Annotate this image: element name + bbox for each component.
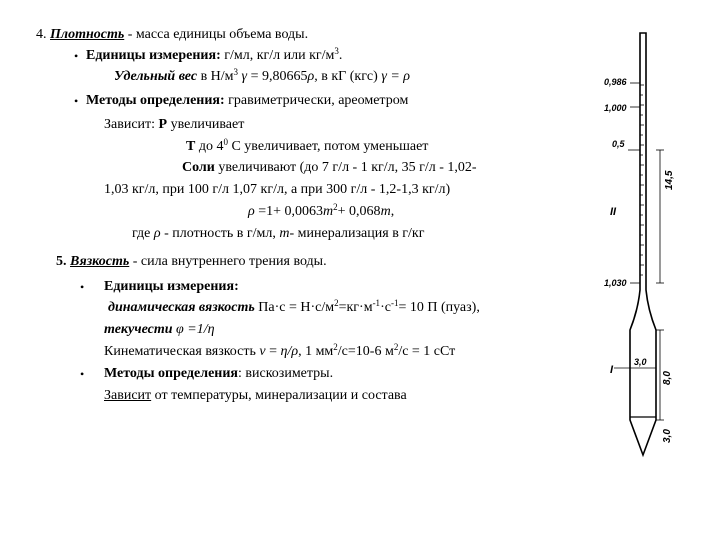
- depends-text: Зависит:: [104, 117, 159, 132]
- section-5-description: - сила внутреннего трения воды.: [129, 254, 327, 269]
- salt-line: [182, 159, 477, 177]
- label-1-000: 1,000: [604, 103, 627, 113]
- kinematic-nu: ν: [259, 344, 266, 359]
- temperature-label: Т: [186, 139, 196, 154]
- label-3-0-height: 3,0: [662, 429, 673, 443]
- depends-rest: увеличивает: [167, 117, 245, 132]
- density-methods-line: [86, 92, 408, 110]
- kin-sup-1: 2: [333, 342, 338, 352]
- formula-sup: 2: [333, 202, 338, 212]
- bullet-icon: •: [80, 280, 85, 294]
- viscosity-methods-line: [104, 365, 333, 383]
- hydrometer-illustration: [600, 25, 690, 465]
- specific-weight-label: Удельный вес: [114, 69, 198, 84]
- gamma-symbol: γ: [238, 69, 248, 84]
- label-section-I: I: [610, 364, 614, 376]
- salt-label: Соли: [182, 160, 215, 175]
- rho-symbol: ρ: [307, 69, 315, 84]
- section-4-heading: [36, 26, 308, 44]
- viscosity-depends-value: от температуры, минерализации и состава: [151, 388, 407, 403]
- viscosity-depends-line: [104, 387, 407, 405]
- kinematic-text: Кинематическая вязкость: [104, 344, 260, 359]
- kinematic-text-2: =: [265, 344, 281, 359]
- viscosity-methods-label: Методы определения: [104, 366, 238, 381]
- dyn-sup-1: 2: [334, 298, 339, 308]
- formula-text-2: + 0,068: [337, 204, 381, 219]
- temperature-text-2: С увеличивает, потом уменьшает: [227, 139, 429, 154]
- fluidity-formula: φ =1/η: [172, 322, 215, 337]
- kinematic-text-3: , 1 мм: [298, 344, 334, 359]
- salt-line-2: [104, 181, 450, 199]
- viscosity-units-label: Единицы измерения:: [104, 279, 239, 294]
- fluidity-label: текучести: [104, 322, 173, 337]
- specific-weight-sup: 3: [233, 67, 239, 77]
- section-4-description: - масса единицы объема воды.: [124, 27, 309, 42]
- where-line: [132, 225, 424, 243]
- dynamic-viscosity-label: динамическая вязкость: [108, 300, 255, 315]
- where-text-3: - минерализация в г/кг: [289, 226, 425, 241]
- viscosity-depends-label: Зависит: [104, 388, 152, 403]
- viscosity-units-line: [104, 278, 239, 296]
- temperature-sup: 0: [223, 137, 228, 147]
- label-0-5: 0,5: [612, 139, 625, 149]
- formula-m-2: m: [380, 204, 391, 219]
- label-14-5: 14,5: [664, 170, 675, 190]
- salt-text-2: 1,03 кг/л, при 100 г/л 1,07 кг/л, а при 300 г/л - 1,2-1,3 кг/л): [104, 182, 451, 197]
- label-3-0-width: 3,0: [634, 357, 647, 367]
- hydrometer-body: [630, 33, 656, 455]
- where-m: m: [279, 226, 290, 241]
- section-5-title: Вязкость: [70, 254, 130, 269]
- specific-weight-line: [114, 68, 410, 86]
- label-section-II: II: [610, 206, 617, 218]
- density-units-sup: 3: [334, 46, 339, 56]
- kinematic-text-5: /с = 1 сСт: [398, 344, 456, 359]
- dyn-sup-3: -1: [390, 298, 399, 308]
- kin-sup-2: 2: [393, 342, 399, 352]
- density-units-line: [86, 47, 342, 65]
- label-8-0: 8,0: [662, 371, 673, 385]
- density-units-value: г/мл, кг/л или кг/м: [220, 48, 335, 63]
- temperature-line: [186, 138, 428, 156]
- specific-weight-text: в Н/м: [197, 69, 234, 84]
- density-units-end: .: [338, 48, 343, 63]
- viscosity-methods-value: : вискозиметры.: [238, 366, 334, 381]
- density-formula: [248, 203, 394, 221]
- dynamic-viscosity-text-3: ·с: [380, 300, 391, 315]
- specific-weight-text-2: , в кГ (кгс): [314, 69, 382, 84]
- kinematic-formula: η/ρ: [280, 344, 299, 359]
- section-4-number: 4.: [36, 27, 47, 42]
- density-methods-value: гравиметрически, ареометром: [224, 93, 409, 108]
- fluidity-line: [104, 321, 215, 339]
- gamma-equals-rho: γ = ρ: [381, 69, 410, 84]
- where-rho: ρ: [153, 226, 161, 241]
- bullet-icon: •: [74, 49, 79, 63]
- formula-text: =1+ 0,0063: [254, 204, 324, 219]
- where-text: где: [132, 226, 154, 241]
- dynamic-viscosity-text-2: =кг·м: [338, 300, 373, 315]
- bullet-icon: •: [80, 367, 85, 381]
- section-5-number: 5.: [56, 254, 67, 269]
- section-5-heading: [56, 253, 327, 271]
- formula-end: ,: [390, 204, 395, 219]
- depends-line: [104, 116, 244, 134]
- salt-text: увеличивают (до 7 г/л - 1 кг/л, 35 г/л - 1,02-: [214, 160, 477, 175]
- depends-p: Р: [158, 117, 168, 132]
- dynamic-viscosity-line: [108, 299, 480, 317]
- formula-rho: ρ: [248, 204, 255, 219]
- label-1-030: 1,030: [604, 278, 627, 288]
- dyn-sup-2: -1: [372, 298, 381, 308]
- dynamic-viscosity-text: Па·с = Н·с/м: [254, 300, 335, 315]
- specific-weight-value: = 9,80665: [247, 69, 308, 84]
- label-0-986: 0,986: [604, 77, 627, 87]
- dynamic-viscosity-text-4: = 10 П (пуаз),: [398, 300, 480, 315]
- where-text-2: - плотность в г/мл,: [160, 226, 280, 241]
- kinematic-text-4: /с=10-6 м: [337, 344, 394, 359]
- temperature-text: до 4: [195, 139, 224, 154]
- density-units-label: Единицы измерения:: [86, 48, 221, 63]
- section-4-title: Плотность: [50, 27, 125, 42]
- bullet-icon: •: [74, 94, 79, 108]
- density-methods-label: Методы определения:: [86, 93, 225, 108]
- formula-m: m: [323, 204, 334, 219]
- kinematic-viscosity-line: [104, 343, 455, 361]
